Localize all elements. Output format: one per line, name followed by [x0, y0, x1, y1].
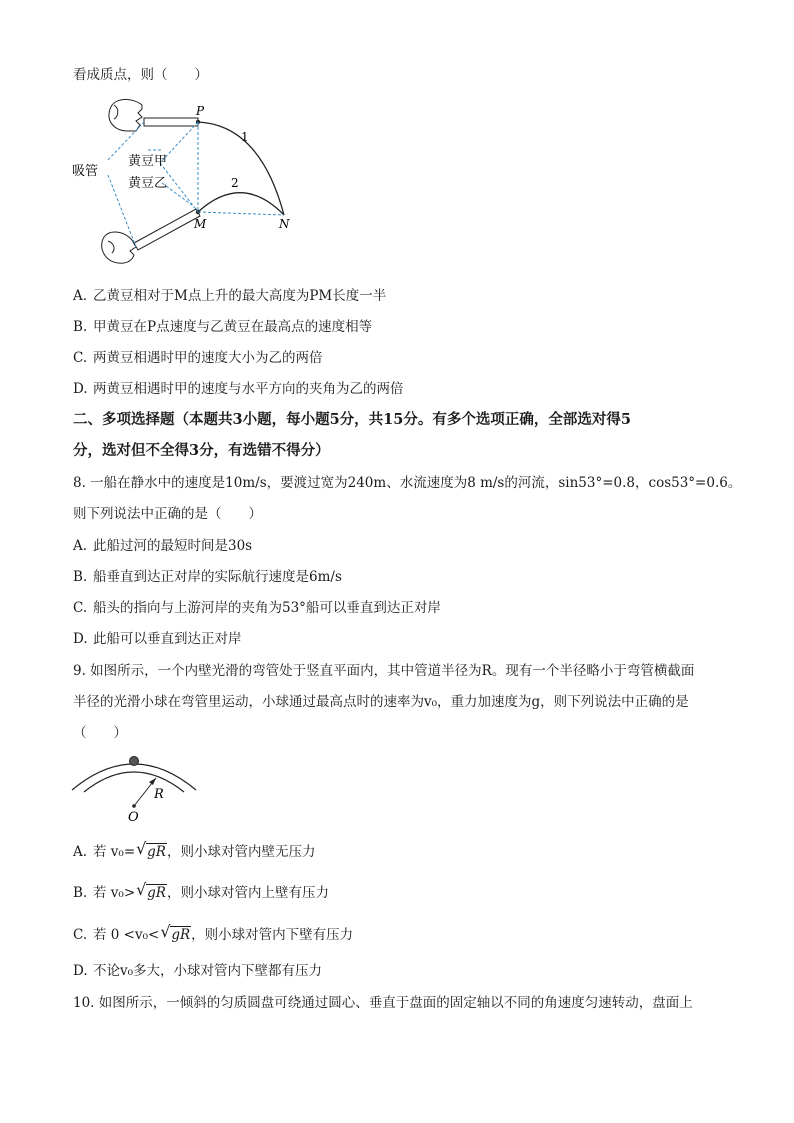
- option-label: B.: [73, 569, 88, 585]
- radicand: gR: [147, 844, 166, 860]
- q7-stem-tail: 看成质点，则（ ）: [73, 67, 208, 83]
- option-label: A.: [73, 844, 88, 860]
- q7-option-b: [73, 318, 372, 336]
- option-post: ，则小球对管内壁无压力: [166, 844, 316, 860]
- label-1: 1: [241, 130, 249, 144]
- label-P: P: [196, 104, 205, 118]
- option-text: 乙黄豆相对于M点上升的最大高度为PM长度一半: [93, 288, 387, 304]
- straw-bottom: [134, 209, 200, 250]
- option-label: C.: [73, 927, 88, 943]
- q8-option-a: [73, 537, 252, 555]
- label-straw: 吸管: [72, 164, 99, 179]
- section2-heading-line2: 分，选对但不全得3分，有选错不得分）: [73, 442, 330, 459]
- section2-heading-line1: 二、多项选择题（本题共3小题，每小题5分，共15分。有多个选项正确，全部选对得5: [73, 411, 631, 428]
- option-pre: 若 v₀=: [93, 844, 136, 860]
- q7-diagram: [70, 95, 310, 275]
- option-label: D.: [73, 631, 88, 647]
- option-text: 两黄豆相遇时甲的速度大小为乙的两倍: [93, 350, 323, 366]
- option-label: B.: [73, 885, 88, 901]
- option-pre: 若 0 <v₀<: [93, 927, 160, 943]
- radicand: gR: [147, 885, 166, 901]
- label-R: R: [154, 787, 164, 802]
- option-post: ，则小球对管内下壁有压力: [191, 927, 354, 943]
- label-2: 2: [231, 176, 239, 190]
- q8-option-c: [73, 599, 441, 617]
- option-text: 此船可以垂直到达正对岸: [93, 631, 242, 647]
- straw-top: [144, 118, 200, 126]
- option-label: C.: [73, 600, 88, 616]
- q7-option-a: [73, 287, 386, 305]
- option-text: 船垂直到达正对岸的实际航行速度是6m/s: [93, 569, 342, 585]
- option-label: A.: [73, 288, 88, 304]
- q9-stem-line1: 9. 如图所示，一个内壁光滑的弯管处于竖直平面内，其中管道半径为R。现有一个半径略小于弯管横截面: [73, 663, 695, 679]
- q8-option-b: [73, 568, 342, 586]
- q7-option-c: [73, 349, 323, 367]
- head-bottom-icon: [102, 232, 136, 263]
- option-label: C.: [73, 350, 88, 366]
- radicand: gR: [171, 927, 191, 943]
- q8-option-d: [73, 630, 242, 648]
- radius-arrowhead: [149, 778, 156, 785]
- label-O: O: [128, 810, 139, 825]
- q9-option-a: [73, 839, 316, 861]
- q10-stem-line1: 10. 如图所示，一倾斜的匀质圆盘可绕通过圆心、垂直于盘面的固定轴以不同的角速度匀速转动，盘面上: [73, 995, 693, 1011]
- label-N: N: [279, 217, 290, 231]
- option-text: 船头的指向与上游河岸的夹角为53°船可以垂直到达正对岸: [93, 600, 441, 616]
- sqrt-expression: √ gR: [136, 839, 166, 860]
- q9-figure: [70, 748, 200, 828]
- option-text: 两黄豆相遇时甲的速度与水平方向的夹角为乙的两倍: [93, 381, 404, 397]
- option-text: 不论v₀多大，小球对管内下壁都有压力: [93, 963, 323, 979]
- label-M: M: [194, 217, 207, 231]
- trajectory-2: [198, 193, 284, 215]
- option-pre: 若 v₀>: [93, 885, 136, 901]
- q7-figure: [70, 95, 310, 275]
- option-post: ，则小球对管内上壁有压力: [166, 885, 329, 901]
- q9-stem-line2: 半径的光滑小球在弯管里运动，小球通过最高点时的速率为v₀，重力加速度为g，则下列说法中正确的是: [73, 694, 689, 710]
- q9-option-d: [73, 962, 322, 980]
- option-label: B.: [73, 319, 88, 335]
- ball: [130, 757, 139, 766]
- option-label: A.: [73, 538, 88, 554]
- q9-option-b: [73, 880, 329, 902]
- tube-inner-arc: [84, 772, 184, 792]
- q7-option-d: [73, 380, 404, 398]
- option-label: D.: [73, 963, 88, 979]
- q9-stem-line3: （ ）: [73, 725, 127, 741]
- q8-stem-line2: 则下列说法中正确的是（ ）: [73, 506, 262, 522]
- q8-stem-line1: 8. 一船在静水中的速度是10m/s，要渡过宽为240m、水流速度为8 m/s的河流，sin53°=0.8，cos53°=0.6。: [73, 475, 742, 491]
- head-top-icon: [109, 99, 142, 131]
- sqrt-expression: √ gR: [160, 922, 191, 943]
- tube-outer-arc: [72, 764, 196, 790]
- sqrt-expression: √ gR: [136, 880, 166, 901]
- label-yi: 黄豆乙: [128, 176, 168, 191]
- label-jia: 黄豆甲: [128, 154, 168, 169]
- option-text: 甲黄豆在P点速度与乙黄豆在最高点的速度相等: [93, 319, 373, 335]
- option-text: 此船过河的最短时间是30s: [93, 538, 253, 554]
- q9-option-c: [73, 922, 354, 944]
- q9-diagram: [70, 748, 200, 828]
- option-label: D.: [73, 381, 88, 397]
- center-point: [132, 804, 136, 808]
